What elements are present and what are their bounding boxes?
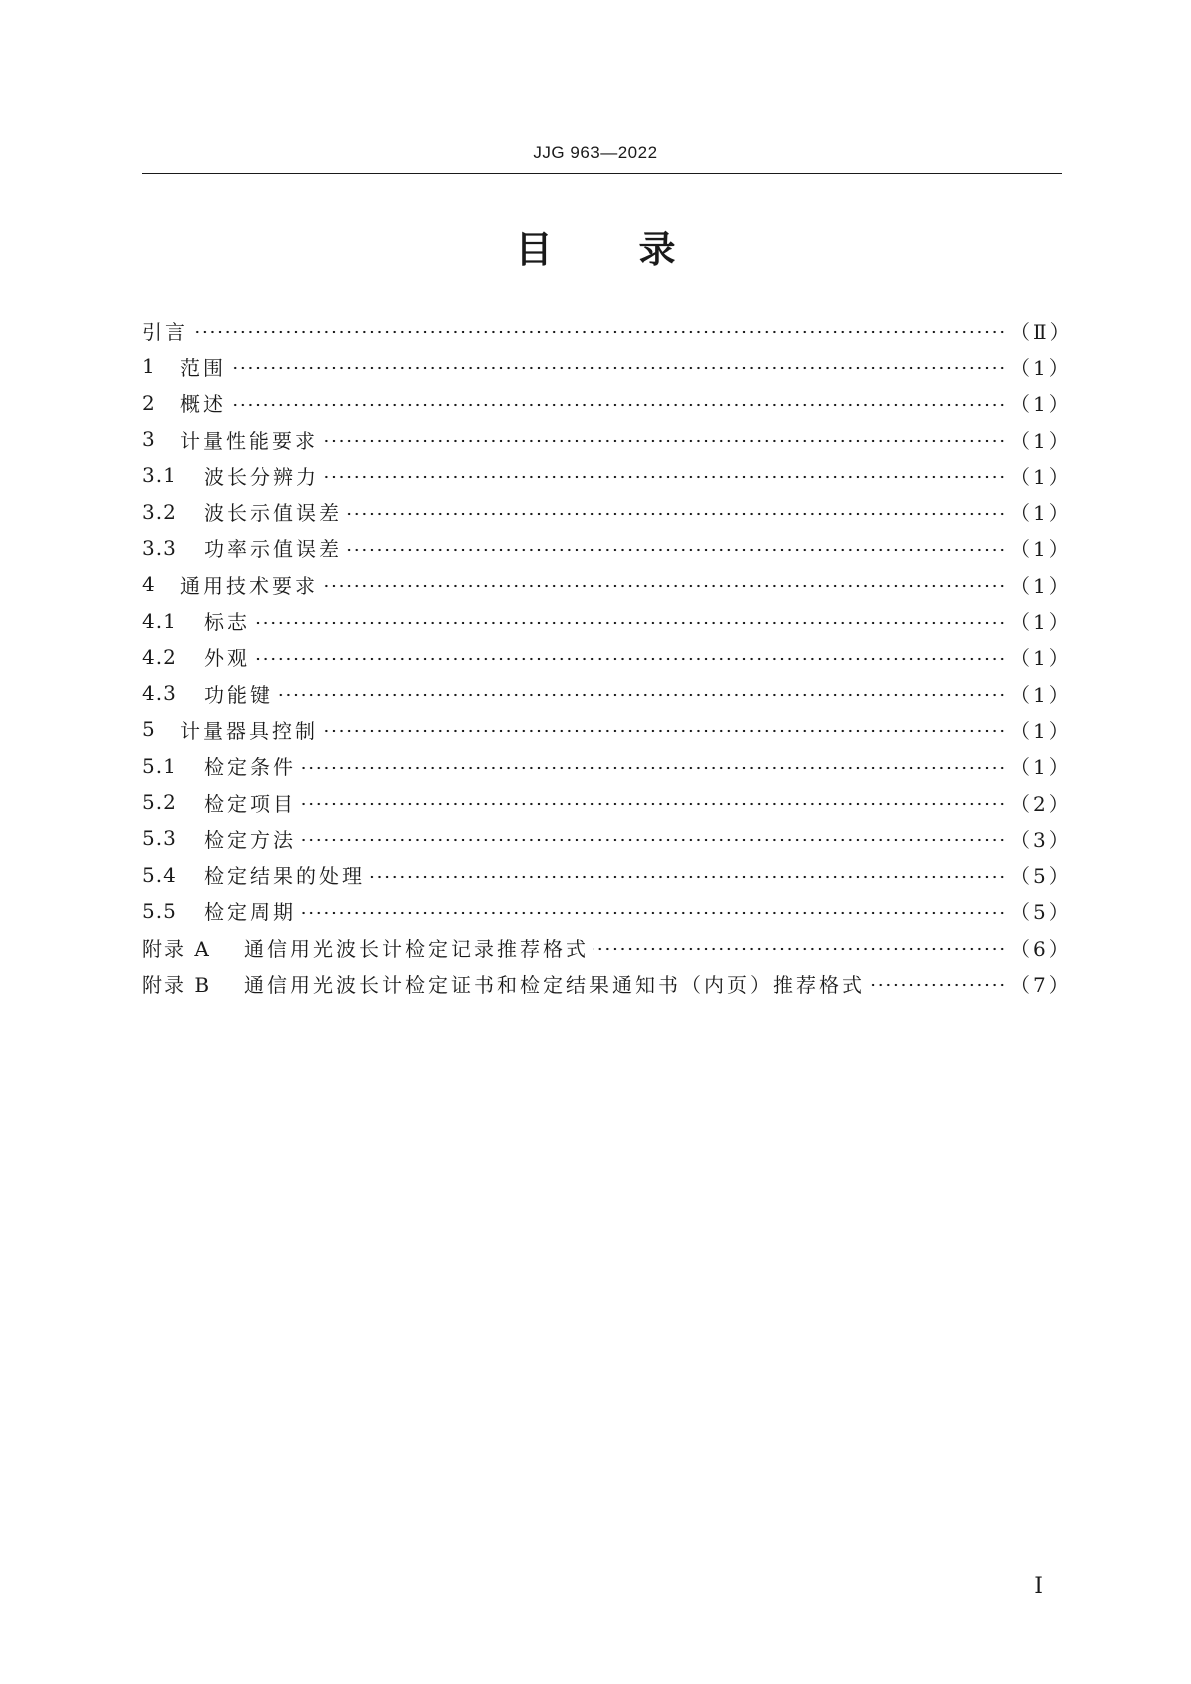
toc-entry[interactable] [142, 385, 1072, 421]
toc-entry-page: （1） [1010, 464, 1072, 489]
toc-entry-title: 检定项目 [204, 791, 296, 816]
toc-dot-leader [230, 403, 1006, 407]
toc-entry-page: （1） [1010, 355, 1072, 380]
toc-entry-title: 计量器具控制 [180, 718, 318, 743]
toc-entry-page: （1） [1010, 682, 1072, 707]
toc-entry[interactable] [142, 748, 1072, 784]
toc-entry[interactable] [142, 493, 1072, 529]
toc-entry[interactable] [142, 639, 1072, 675]
toc-entry[interactable] [142, 965, 1072, 1001]
toc-entry-title: 标志 [204, 610, 250, 635]
toc-entry[interactable] [142, 929, 1072, 965]
toc-entry[interactable] [142, 675, 1072, 711]
toc-entry-number: 附录 B [142, 972, 212, 997]
toc-entry-page: （6） [1010, 936, 1072, 961]
toc-dot-leader [300, 766, 1006, 770]
toc-entry-title: 计量性能要求 [180, 428, 318, 453]
toc-dot-leader [300, 838, 1006, 842]
toc-entry-title: 检定条件 [204, 755, 296, 780]
toc-entry-number: 附录 A [142, 936, 211, 961]
toc-dot-leader [346, 512, 1006, 516]
toc-entry-number: 4.3 [142, 681, 177, 706]
standard-code-header: JJG 963—2022 [533, 143, 658, 162]
toc-dot-leader [192, 330, 1006, 334]
toc-entry-number: 5.4 [142, 862, 177, 887]
toc-dot-leader [323, 475, 1006, 479]
toc-entry-number: 4.1 [142, 608, 177, 633]
toc-dot-leader [869, 983, 1006, 987]
toc-dot-leader [254, 657, 1006, 661]
toc-dot-leader [322, 439, 1006, 443]
toc-entry[interactable] [142, 566, 1072, 602]
toc-entry[interactable] [142, 711, 1072, 747]
toc-dot-leader [346, 548, 1006, 552]
toc-entry-title: 通信用光波长计检定证书和检定结果通知书（内页）推荐格式 [244, 972, 865, 997]
toc-entry-page: （1） [1010, 610, 1072, 635]
toc-entry-title: 外观 [204, 646, 250, 671]
toc-entry-page: （1） [1010, 428, 1072, 453]
toc-dot-leader [300, 802, 1006, 806]
toc-entry-page: （1） [1010, 718, 1072, 743]
toc-entry[interactable] [142, 893, 1072, 929]
toc-entry-number: 5.2 [142, 790, 177, 814]
toc-entry-page: （5） [1010, 900, 1072, 925]
toc-entry-page: （3） [1010, 827, 1072, 852]
toc-entry-title: 概述 [180, 392, 226, 417]
toc-dot-leader [593, 947, 1006, 951]
toc-entry-page: （5） [1010, 864, 1072, 889]
toc-entry-number: 5.5 [142, 898, 177, 923]
toc-title-char-1: 目 [515, 228, 553, 271]
toc-title [0, 228, 1191, 272]
toc-entry-number: 5.3 [142, 826, 177, 851]
toc-entry-number: 5.1 [142, 753, 177, 778]
toc-entry-title: 波长示值误差 [204, 501, 342, 526]
toc-list [142, 312, 1073, 1002]
toc-entry-page: （1） [1010, 646, 1072, 671]
toc-entry-title: 功能键 [204, 682, 273, 707]
toc-entry-page: （1） [1010, 537, 1072, 562]
toc-entry[interactable] [142, 602, 1072, 638]
toc-entry-title: 检定结果的处理 [204, 864, 365, 889]
toc-entry[interactable] [142, 856, 1072, 892]
toc-entry-number: 3.3 [142, 535, 177, 560]
toc-dot-leader [322, 729, 1006, 733]
toc-entry[interactable] [142, 312, 1073, 348]
toc-entry-number: 3.1 [142, 463, 177, 488]
toc-entry-page: （2） [1010, 791, 1072, 816]
page-number: Ⅰ [1034, 1574, 1043, 1599]
toc-entry-number: 1 [142, 354, 156, 379]
toc-entry-page: （7） [1010, 972, 1072, 997]
toc-entry-page: （1） [1010, 755, 1072, 780]
toc-dot-leader [254, 621, 1006, 625]
toc-entry-page: （1） [1010, 501, 1072, 526]
toc-title-char-2: 录 [638, 228, 676, 271]
toc-entry-page: （1） [1010, 392, 1072, 417]
toc-entry-number: 5 [142, 717, 156, 742]
toc-entry[interactable] [142, 457, 1072, 493]
toc-dot-leader [322, 584, 1006, 588]
toc-entry[interactable] [142, 784, 1072, 820]
toc-entry-number: 3.2 [142, 499, 177, 524]
toc-dot-leader [369, 875, 1006, 879]
toc-entry[interactable] [142, 820, 1072, 856]
toc-entry-title: 波长分辨力 [204, 464, 319, 489]
toc-entry-page: （1） [1010, 573, 1072, 598]
toc-entry-page: （Ⅱ） [1010, 319, 1073, 344]
toc-entry-title: 通用技术要求 [180, 573, 318, 598]
toc-entry-title: 功率示值误差 [204, 537, 342, 562]
toc-entry-title: 引言 [142, 319, 188, 344]
toc-entry[interactable] [142, 348, 1072, 384]
toc-entry-title: 检定周期 [204, 900, 296, 925]
toc-entry-number: 2 [142, 390, 156, 415]
toc-entry[interactable] [142, 530, 1072, 566]
toc-dot-leader [277, 693, 1006, 697]
toc-entry-number: 3 [142, 427, 156, 452]
toc-dot-leader [230, 366, 1006, 370]
header-divider [142, 173, 1062, 174]
toc-entry-title: 检定方法 [204, 827, 296, 852]
toc-entry[interactable] [142, 421, 1072, 457]
toc-entry-title: 范围 [180, 355, 226, 380]
toc-entry-number: 4.2 [142, 644, 177, 669]
toc-entry-number: 4 [142, 572, 156, 597]
toc-entry-title: 通信用光波长计检定记录推荐格式 [244, 936, 589, 961]
toc-dot-leader [300, 911, 1006, 915]
